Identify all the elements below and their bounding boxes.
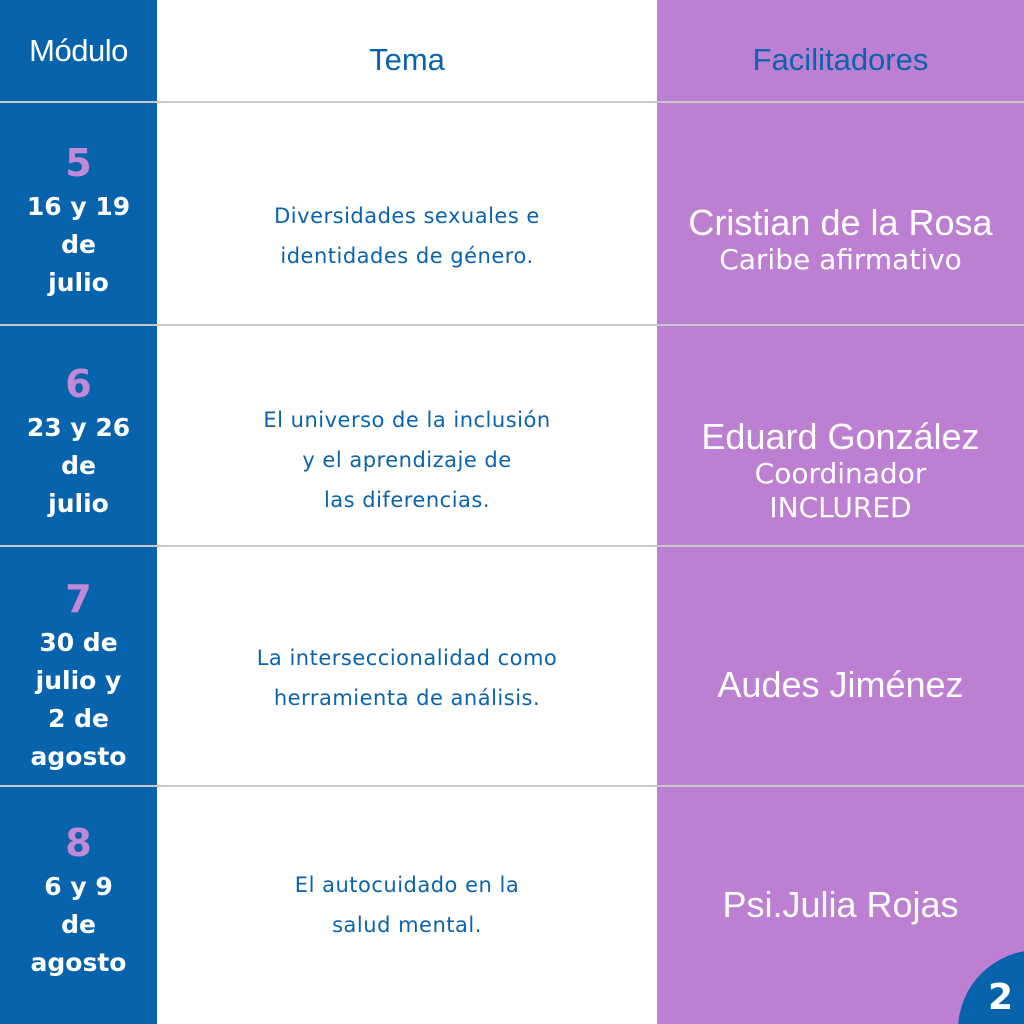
module-date-line: julio bbox=[48, 489, 109, 518]
header-tema: Tema bbox=[369, 42, 445, 77]
header-facilitadores: Facilitadores bbox=[752, 42, 929, 77]
facilitador-role: Coordinador bbox=[754, 457, 927, 490]
tema-cell bbox=[157, 865, 657, 945]
tema-cell bbox=[157, 638, 657, 718]
tema-line: identidades de género. bbox=[280, 244, 534, 268]
row-divider bbox=[0, 324, 1024, 326]
tema-line: las diferencias. bbox=[323, 488, 491, 512]
tema-line: herramienta de análisis. bbox=[273, 686, 541, 710]
module-cell bbox=[0, 352, 157, 530]
page-number: 2 bbox=[988, 977, 1014, 1018]
tema-line: El autocuidado en la bbox=[294, 873, 520, 897]
module-number: 7 bbox=[65, 577, 92, 621]
module-date-line: 16 y 19 bbox=[26, 192, 131, 221]
module-number: 8 bbox=[65, 821, 92, 865]
tema-line: y el aprendizaje de bbox=[302, 448, 512, 472]
tema-line: La interseccionalidad como bbox=[256, 646, 558, 670]
module-date-line: agosto bbox=[30, 742, 127, 771]
tema-line: El universo de la inclusión bbox=[263, 408, 551, 432]
facilitador-cell bbox=[657, 880, 1024, 930]
row-divider bbox=[0, 785, 1024, 787]
module-date-line: 30 de bbox=[39, 628, 118, 657]
facilitador-name: Cristian de la Rosa bbox=[688, 202, 993, 243]
facilitador-affiliation: INCLURED bbox=[769, 491, 912, 524]
row-divider bbox=[0, 545, 1024, 547]
module-date-line: de bbox=[61, 910, 96, 939]
module-date-line: agosto bbox=[30, 948, 127, 977]
module-date-line: julio y bbox=[35, 666, 122, 695]
tema-cell bbox=[157, 196, 657, 276]
facilitador-name: Psi.Julia Rojas bbox=[722, 884, 959, 925]
tema-line: salud mental. bbox=[332, 913, 482, 937]
module-number: 6 bbox=[65, 362, 92, 406]
module-cell bbox=[0, 130, 157, 310]
header-modulo: Módulo bbox=[29, 33, 128, 68]
module-cell bbox=[0, 810, 157, 990]
module-date-line: 6 y 9 bbox=[44, 872, 113, 901]
facilitador-cell bbox=[657, 195, 1024, 285]
facilitador-affiliation: Caribe afirmativo bbox=[719, 243, 962, 276]
facilitador-cell bbox=[657, 660, 1024, 710]
module-number: 5 bbox=[65, 141, 92, 185]
module-date-line: de bbox=[61, 230, 96, 259]
module-date-line: 23 y 26 bbox=[26, 413, 131, 442]
facilitador-name: Eduard González bbox=[701, 416, 980, 457]
facilitador-name: Audes Jiménez bbox=[717, 664, 964, 705]
module-cell bbox=[0, 572, 157, 778]
module-date-line: de bbox=[61, 451, 96, 480]
tema-line: Diversidades sexuales e bbox=[274, 204, 540, 228]
module-date-line: julio bbox=[48, 268, 109, 297]
facilitador-cell bbox=[657, 415, 1024, 527]
module-date-line: 2 de bbox=[48, 704, 109, 733]
tema-cell bbox=[157, 400, 657, 520]
